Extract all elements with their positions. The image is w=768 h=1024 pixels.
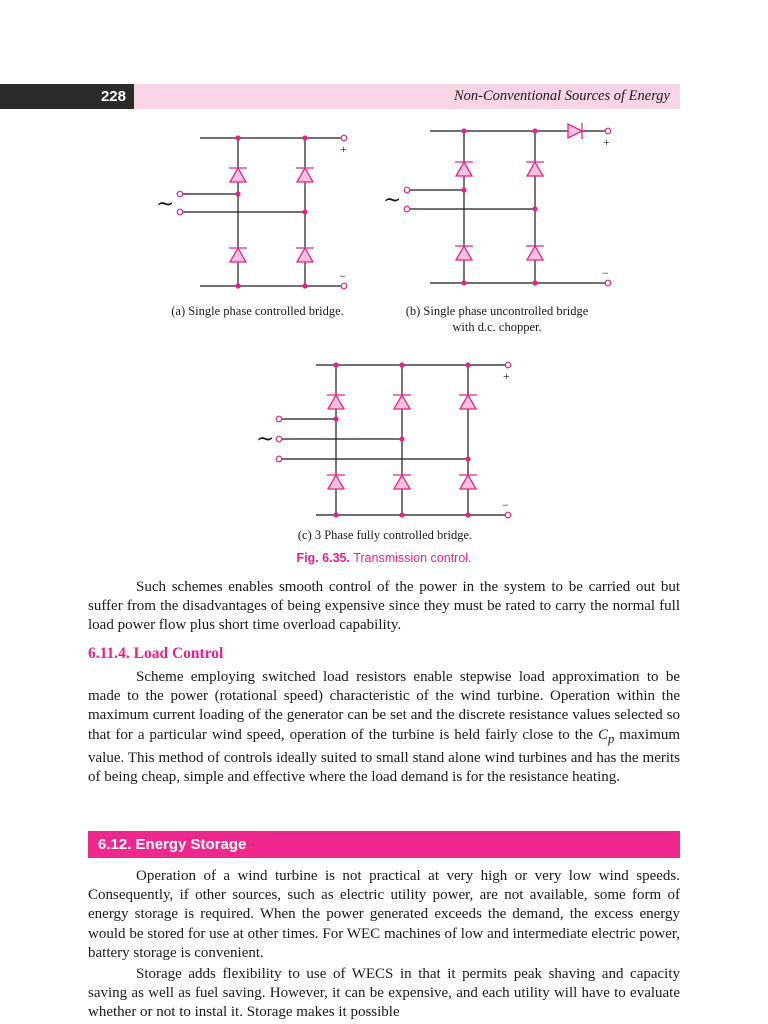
section-heading-energy-storage: 6.12. Energy Storage — [98, 836, 247, 853]
plus-sign: + — [503, 369, 510, 383]
plus-sign: + — [340, 142, 347, 156]
figure-number: Fig. 6.35. — [296, 551, 350, 565]
caption-b — [383, 303, 611, 335]
thyristor-icon — [297, 168, 313, 182]
diode-icon — [456, 246, 472, 260]
thyristor-icon — [328, 475, 344, 489]
ac-symbol: ~ — [256, 427, 275, 452]
paragraph-schemes: Such schemes enables smooth control of the power in the system to be carried out but suffer from the disadvantages of being expensive since they must be rated to carry the normal full load power flow plus short time overload capability. — [88, 579, 680, 634]
ac-symbol: ~ — [156, 192, 175, 217]
paragraph-energy-storage: Operation of a wind turbine is not practical at very high or very low wind speeds. Consequently, if other sources, such as electric utility power, are not available, some form of energy storage is required. When the power generated exceeds the demand, the excess energy would be stored for use at other times. For WEC machines of low and intermediate electric power, battery storage is convenient. — [88, 868, 681, 961]
book-title: Non-Conventional Sources of Energy — [454, 88, 670, 104]
diode-icon — [527, 246, 543, 260]
section-heading-bar — [88, 831, 680, 858]
figure-title: Transmission control. — [353, 551, 472, 565]
paragraph-storage-flexibility: Storage adds flexibility to use of WECS in that it permits peak shaving and capacity saving as well as fuel saving. However, it can be expensive, and each utility will have to evaluate whether or not to instal it. Storage makes it possible — [88, 966, 681, 1021]
minus-sign: − — [339, 269, 346, 283]
section-heading-load-control: 6.11.4. Load Control — [88, 645, 224, 662]
diode-icon — [456, 162, 472, 176]
ac-symbol: ~ — [383, 188, 402, 213]
circuit-c-wires — [281, 365, 506, 515]
paragraph-load-control: Scheme employing switched load resistors enable stepwise load approximation to be made to the power (rotational speed) characteristic of the wind turbine. Operation within the maximum current loading of the generator can be set and the discrete resistance values selected so that for a particular wind speed, operation of the turbine is held fairly close to the $C_p$ maximum value. This method of controls ideally suited to small stand alone wind turbines and has the merits of being cheap, simple and effective where the load demand is for the resistance heating. — [88, 669, 681, 786]
chopper-diode-icon — [568, 124, 582, 138]
circuit-b-wires — [409, 131, 606, 283]
caption-a: (a) Single phase controlled bridge. — [171, 304, 344, 318]
thyristor-icon — [328, 395, 344, 409]
caption-c: (c) 3 Phase fully controlled bridge. — [297, 528, 473, 542]
minus-sign: − — [602, 266, 609, 280]
thyristor-icon — [297, 248, 313, 262]
thyristor-icon — [394, 395, 410, 409]
circuit-a-wires — [182, 138, 342, 286]
plus-sign: + — [603, 135, 610, 149]
diode-icon — [527, 162, 543, 176]
page-number: 228 — [0, 84, 134, 109]
caption-b-line-1: (b) Single phase uncontrolled bridge — [405, 304, 589, 318]
figure-caption — [0, 551, 768, 565]
thyristor-icon — [230, 168, 246, 182]
cp-symbol: $C_p$ — [598, 726, 615, 746]
thyristor-icon — [394, 475, 410, 489]
thyristor-icon — [230, 248, 246, 262]
caption-b-line-2: with d.c. chopper. — [452, 320, 542, 334]
minus-sign: − — [502, 498, 509, 512]
thyristor-icon — [460, 475, 476, 489]
thyristor-icon — [460, 395, 476, 409]
